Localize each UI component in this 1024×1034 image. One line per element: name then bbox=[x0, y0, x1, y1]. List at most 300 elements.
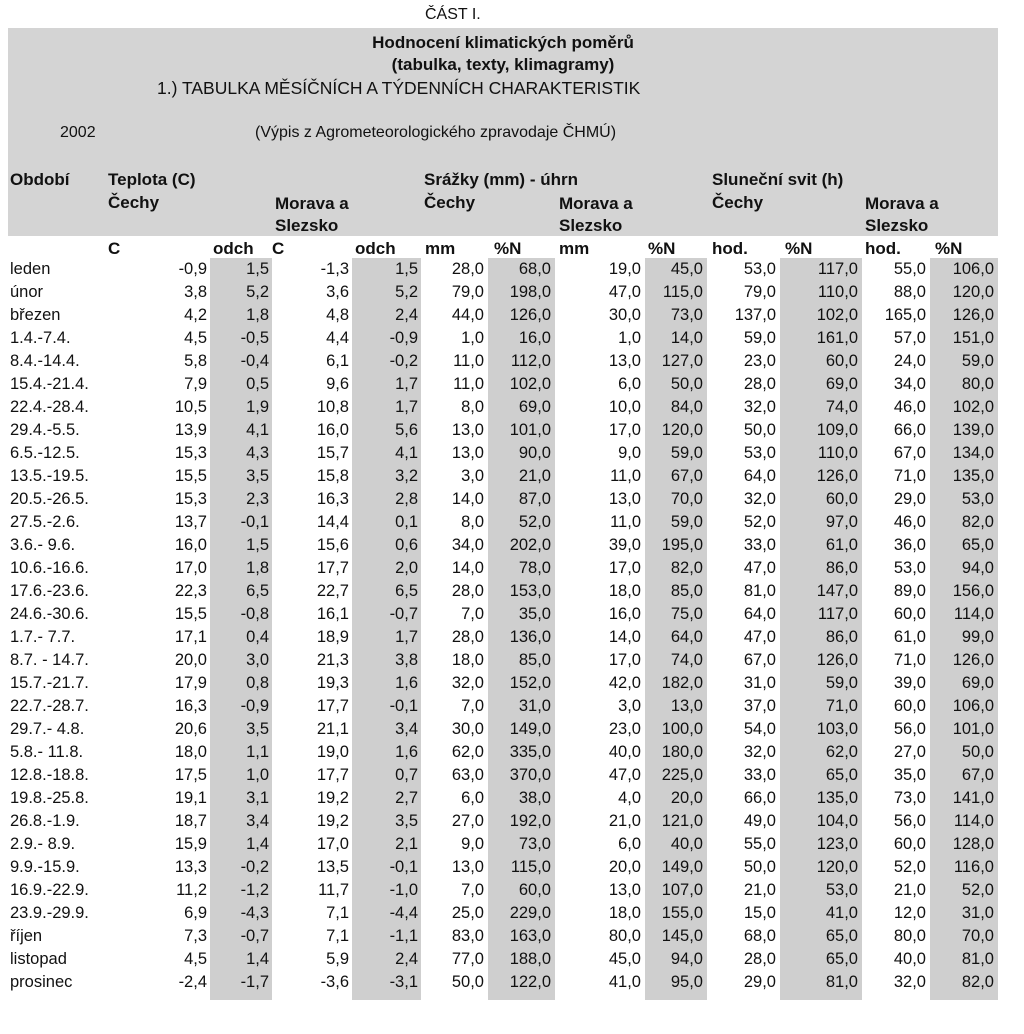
value-cell: 15,0 bbox=[743, 904, 776, 922]
value-cell: -0,7 bbox=[389, 605, 418, 623]
unit-hod-1: hod. bbox=[712, 239, 748, 258]
value-cell: 29,0 bbox=[893, 490, 926, 508]
table-row bbox=[8, 258, 997, 281]
value-cell: 18,0 bbox=[174, 743, 207, 761]
table-row bbox=[8, 902, 997, 925]
value-cell: 151,0 bbox=[952, 329, 994, 347]
value-cell: 126,0 bbox=[816, 651, 858, 669]
value-cell: 21,0 bbox=[608, 812, 641, 830]
value-cell: 1,6 bbox=[395, 674, 418, 692]
value-cell: 229,0 bbox=[509, 904, 551, 922]
value-cell: 2,1 bbox=[395, 835, 418, 853]
value-cell: 117,0 bbox=[817, 605, 858, 623]
value-cell: 16,1 bbox=[316, 605, 349, 623]
value-cell: 74,0 bbox=[825, 398, 858, 416]
col-sun: Sluneční svit (h) bbox=[712, 170, 844, 189]
value-cell: 32,0 bbox=[451, 674, 484, 692]
value-cell: -1,1 bbox=[389, 927, 418, 945]
value-cell: 0,5 bbox=[246, 375, 269, 393]
value-cell: 53,0 bbox=[961, 490, 994, 508]
value-cell: -0,9 bbox=[178, 260, 207, 278]
value-cell: 82,0 bbox=[961, 973, 994, 991]
value-cell: -1,3 bbox=[320, 260, 349, 278]
period-cell: 1.4.-7.4. bbox=[10, 329, 71, 347]
value-cell: 8,0 bbox=[461, 398, 484, 416]
value-cell: 69,0 bbox=[518, 398, 551, 416]
table-row bbox=[8, 327, 997, 350]
value-cell: 4,1 bbox=[246, 421, 269, 439]
value-cell: 39,0 bbox=[608, 536, 641, 554]
value-cell: 62,0 bbox=[825, 743, 858, 761]
value-cell: 66,0 bbox=[743, 789, 776, 807]
value-cell: 2,8 bbox=[395, 490, 418, 508]
value-cell: 59,0 bbox=[825, 674, 858, 692]
value-cell: 21,1 bbox=[316, 720, 349, 738]
value-cell: 135,0 bbox=[952, 467, 994, 485]
col-period: Období bbox=[10, 170, 70, 189]
value-cell: 13,0 bbox=[451, 421, 484, 439]
value-cell: 60,0 bbox=[518, 881, 551, 899]
value-cell: 34,0 bbox=[893, 375, 926, 393]
value-cell: 17,5 bbox=[174, 766, 207, 784]
value-cell: 75,0 bbox=[670, 605, 703, 623]
value-cell: 13,3 bbox=[174, 858, 207, 876]
value-cell: 5,8 bbox=[184, 352, 207, 370]
value-cell: 18,9 bbox=[316, 628, 349, 646]
value-cell: 106,0 bbox=[952, 697, 994, 715]
value-cell: 50,0 bbox=[743, 421, 776, 439]
period-cell: 19.8.-25.8. bbox=[10, 789, 89, 807]
value-cell: 145,0 bbox=[661, 927, 703, 945]
value-cell: 17,7 bbox=[316, 559, 349, 577]
value-cell: 1,8 bbox=[246, 306, 269, 324]
value-cell: 94,0 bbox=[961, 559, 994, 577]
value-cell: 1,0 bbox=[246, 766, 269, 784]
value-cell: 1,7 bbox=[395, 375, 418, 393]
period-cell: 23.9.-29.9. bbox=[10, 904, 89, 922]
value-cell: 16,3 bbox=[174, 697, 207, 715]
table-row bbox=[8, 787, 997, 810]
value-cell: 99,0 bbox=[961, 628, 994, 646]
value-cell: 6,0 bbox=[461, 789, 484, 807]
value-cell: 195,0 bbox=[661, 536, 703, 554]
value-cell: 80,0 bbox=[608, 927, 641, 945]
value-cell: 41,0 bbox=[608, 973, 641, 991]
value-cell: 60,0 bbox=[893, 835, 926, 853]
value-cell: 7,0 bbox=[461, 697, 484, 715]
value-cell: 1,0 bbox=[461, 329, 484, 347]
period-cell: říjen bbox=[10, 927, 43, 945]
value-cell: 64,0 bbox=[743, 605, 776, 623]
value-cell: 77,0 bbox=[451, 950, 484, 968]
value-cell: 81,0 bbox=[825, 973, 858, 991]
value-cell: 2,4 bbox=[395, 950, 418, 968]
value-cell: 71,0 bbox=[893, 651, 926, 669]
value-cell: 47,0 bbox=[608, 766, 641, 784]
value-cell: 9,6 bbox=[326, 375, 349, 393]
value-cell: 73,0 bbox=[518, 835, 551, 853]
value-cell: 3,5 bbox=[246, 720, 269, 738]
value-cell: 28,0 bbox=[451, 628, 484, 646]
value-cell: 81,0 bbox=[961, 950, 994, 968]
value-cell: 103,0 bbox=[816, 720, 858, 738]
value-cell: 2,4 bbox=[395, 306, 418, 324]
value-cell: 13,0 bbox=[451, 444, 484, 462]
value-cell: 53,0 bbox=[893, 559, 926, 577]
value-cell: 120,0 bbox=[816, 858, 858, 876]
value-cell: 1,5 bbox=[246, 536, 269, 554]
value-cell: -0,2 bbox=[240, 858, 269, 876]
value-cell: -0,1 bbox=[389, 858, 418, 876]
table-row bbox=[8, 580, 997, 603]
value-cell: 0,8 bbox=[246, 674, 269, 692]
value-cell: 27,0 bbox=[893, 743, 926, 761]
table-row bbox=[8, 672, 997, 695]
value-cell: 147,0 bbox=[816, 582, 858, 600]
value-cell: 50,0 bbox=[743, 858, 776, 876]
period-cell: 17.6.-23.6. bbox=[10, 582, 89, 600]
value-cell: 79,0 bbox=[743, 283, 776, 301]
col-precip-morava: Morava a bbox=[559, 194, 633, 213]
col-sun-morava: Morava a bbox=[865, 194, 939, 213]
value-cell: 21,3 bbox=[316, 651, 349, 669]
value-cell: 109,0 bbox=[816, 421, 858, 439]
period-cell: březen bbox=[10, 306, 61, 324]
value-cell: 139,0 bbox=[952, 421, 994, 439]
value-cell: 16,0 bbox=[608, 605, 641, 623]
period-cell: 15.4.-21.4. bbox=[10, 375, 89, 393]
value-cell: 35,0 bbox=[518, 605, 551, 623]
value-cell: 17,7 bbox=[316, 766, 349, 784]
value-cell: 107,0 bbox=[661, 881, 703, 899]
value-cell: 32,0 bbox=[743, 743, 776, 761]
value-cell: 16,3 bbox=[316, 490, 349, 508]
value-cell: 31,0 bbox=[961, 904, 994, 922]
value-cell: 15,6 bbox=[316, 536, 349, 554]
value-cell: 0,7 bbox=[395, 766, 418, 784]
value-cell: 10,8 bbox=[316, 398, 349, 416]
value-cell: 3,2 bbox=[395, 467, 418, 485]
value-cell: 28,0 bbox=[451, 582, 484, 600]
unit-odch-1: odch bbox=[213, 239, 254, 258]
value-cell: 61,0 bbox=[893, 628, 926, 646]
value-cell: 13,0 bbox=[608, 881, 641, 899]
value-cell: 4,5 bbox=[184, 329, 207, 347]
value-cell: 101,0 bbox=[509, 421, 551, 439]
value-cell: 149,0 bbox=[661, 858, 703, 876]
value-cell: 102,0 bbox=[816, 306, 858, 324]
unit-c-1: C bbox=[108, 239, 121, 258]
value-cell: 70,0 bbox=[961, 927, 994, 945]
value-cell: 0,4 bbox=[246, 628, 269, 646]
value-cell: 17,0 bbox=[608, 559, 641, 577]
value-cell: 40,0 bbox=[608, 743, 641, 761]
value-cell: 54,0 bbox=[743, 720, 776, 738]
value-cell: 9,0 bbox=[618, 444, 641, 462]
table-row bbox=[8, 419, 997, 442]
value-cell: 86,0 bbox=[825, 559, 858, 577]
value-cell: 17,0 bbox=[174, 559, 207, 577]
value-cell: 90,0 bbox=[518, 444, 551, 462]
value-cell: -0,9 bbox=[240, 697, 269, 715]
period-cell: 8.4.-14.4. bbox=[10, 352, 80, 370]
value-cell: 6,0 bbox=[618, 835, 641, 853]
value-cell: 95,0 bbox=[670, 973, 703, 991]
value-cell: 153,0 bbox=[509, 582, 551, 600]
value-cell: 1,1 bbox=[246, 743, 269, 761]
value-cell: 11,0 bbox=[453, 375, 484, 393]
table-row bbox=[8, 741, 997, 764]
col-precip-cechy: Čechy bbox=[424, 193, 476, 212]
value-cell: 55,0 bbox=[743, 835, 776, 853]
value-cell: 85,0 bbox=[670, 582, 703, 600]
unit-pn-1: %N bbox=[494, 239, 522, 258]
value-cell: 52,0 bbox=[961, 881, 994, 899]
table-row bbox=[8, 833, 997, 856]
value-cell: 82,0 bbox=[670, 559, 703, 577]
unit-c-2: C bbox=[272, 239, 285, 258]
period-cell: 27.5.-2.6. bbox=[10, 513, 80, 531]
value-cell: 47,0 bbox=[743, 628, 776, 646]
value-cell: 122,0 bbox=[509, 973, 551, 991]
unit-hod-2: hod. bbox=[865, 239, 901, 258]
table-row bbox=[8, 810, 997, 833]
value-cell: 104,0 bbox=[816, 812, 858, 830]
value-cell: 6,1 bbox=[326, 352, 349, 370]
value-cell: 110,0 bbox=[817, 283, 858, 301]
value-cell: -0,2 bbox=[389, 352, 418, 370]
value-cell: 128,0 bbox=[952, 835, 994, 853]
value-cell: 102,0 bbox=[952, 398, 994, 416]
value-cell: 65,0 bbox=[825, 766, 858, 784]
value-cell: 15,7 bbox=[316, 444, 349, 462]
value-cell: 1,8 bbox=[246, 559, 269, 577]
value-cell: 141,0 bbox=[952, 789, 994, 807]
value-cell: 55,0 bbox=[893, 260, 926, 278]
value-cell: 101,0 bbox=[952, 720, 994, 738]
value-cell: 3,8 bbox=[184, 283, 207, 301]
value-cell: 97,0 bbox=[825, 513, 858, 531]
value-cell: 66,0 bbox=[893, 421, 926, 439]
value-cell: 32,0 bbox=[743, 490, 776, 508]
unit-pn-3: %N bbox=[785, 239, 813, 258]
value-cell: 5,2 bbox=[395, 283, 418, 301]
value-cell: -3,6 bbox=[320, 973, 349, 991]
value-cell: 28,0 bbox=[743, 375, 776, 393]
value-cell: 83,0 bbox=[451, 927, 484, 945]
value-cell: 114,0 bbox=[953, 812, 994, 830]
value-cell: 198,0 bbox=[509, 283, 551, 301]
value-cell: 25,0 bbox=[451, 904, 484, 922]
value-cell: 7,0 bbox=[461, 881, 484, 899]
period-cell: 2.9.- 8.9. bbox=[10, 835, 76, 853]
value-cell: 53,0 bbox=[825, 881, 858, 899]
value-cell: 65,0 bbox=[825, 950, 858, 968]
value-cell: 28,0 bbox=[451, 260, 484, 278]
value-cell: 67,0 bbox=[670, 467, 703, 485]
value-cell: 10,5 bbox=[174, 398, 207, 416]
value-cell: 100,0 bbox=[661, 720, 703, 738]
value-cell: 182,0 bbox=[661, 674, 703, 692]
value-cell: 73,0 bbox=[893, 789, 926, 807]
value-cell: 6,0 bbox=[618, 375, 641, 393]
value-cell: 7,9 bbox=[184, 375, 207, 393]
value-cell: 117,0 bbox=[817, 260, 858, 278]
value-cell: 40,0 bbox=[893, 950, 926, 968]
value-cell: 57,0 bbox=[893, 329, 926, 347]
value-cell: 13,0 bbox=[608, 352, 641, 370]
value-cell: 1,7 bbox=[395, 398, 418, 416]
value-cell: 1,5 bbox=[246, 260, 269, 278]
value-cell: 1,5 bbox=[395, 260, 418, 278]
period-cell: 6.5.-12.5. bbox=[10, 444, 80, 462]
value-cell: 63,0 bbox=[451, 766, 484, 784]
value-cell: 1,4 bbox=[246, 950, 269, 968]
value-cell: 17,0 bbox=[608, 651, 641, 669]
value-cell: 3,6 bbox=[326, 283, 349, 301]
value-cell: -0,7 bbox=[240, 927, 269, 945]
value-cell: 6,9 bbox=[184, 904, 207, 922]
value-cell: 165,0 bbox=[884, 306, 926, 324]
table-row bbox=[8, 764, 997, 787]
value-cell: 49,0 bbox=[743, 812, 776, 830]
value-cell: 2,3 bbox=[246, 490, 269, 508]
value-cell: 3,0 bbox=[618, 697, 641, 715]
table-row bbox=[8, 879, 997, 902]
value-cell: 180,0 bbox=[661, 743, 703, 761]
value-cell: 31,0 bbox=[518, 697, 551, 715]
value-cell: 18,7 bbox=[174, 812, 207, 830]
col-sun-slezsko: Slezsko bbox=[865, 216, 929, 235]
value-cell: 35,0 bbox=[893, 766, 926, 784]
table-row bbox=[8, 511, 997, 534]
value-cell: 24,0 bbox=[893, 352, 926, 370]
value-cell: 30,0 bbox=[451, 720, 484, 738]
value-cell: 18,0 bbox=[451, 651, 484, 669]
value-cell: 74,0 bbox=[670, 651, 703, 669]
value-cell: 7,0 bbox=[461, 605, 484, 623]
value-cell: 20,0 bbox=[670, 789, 703, 807]
value-cell: 149,0 bbox=[509, 720, 551, 738]
value-cell: 4,1 bbox=[395, 444, 418, 462]
table-row bbox=[8, 971, 997, 994]
value-cell: 89,0 bbox=[893, 582, 926, 600]
value-cell: 15,3 bbox=[174, 444, 207, 462]
value-cell: 188,0 bbox=[509, 950, 551, 968]
value-cell: 15,3 bbox=[174, 490, 207, 508]
value-cell: 202,0 bbox=[509, 536, 551, 554]
value-cell: 15,5 bbox=[174, 467, 207, 485]
value-cell: -3,1 bbox=[389, 973, 418, 991]
period-cell: 29.4.-5.5. bbox=[10, 421, 80, 439]
value-cell: 4,3 bbox=[246, 444, 269, 462]
value-cell: 82,0 bbox=[961, 513, 994, 531]
table-row bbox=[8, 925, 997, 948]
value-cell: 64,0 bbox=[743, 467, 776, 485]
value-cell: 52,0 bbox=[743, 513, 776, 531]
value-cell: 1,9 bbox=[246, 398, 269, 416]
value-cell: 73,0 bbox=[670, 306, 703, 324]
value-cell: 19,0 bbox=[608, 260, 641, 278]
value-cell: 135,0 bbox=[816, 789, 858, 807]
value-cell: 16,0 bbox=[316, 421, 349, 439]
value-cell: 5,9 bbox=[326, 950, 349, 968]
table-row bbox=[8, 649, 997, 672]
table-row bbox=[8, 603, 997, 626]
value-cell: 79,0 bbox=[451, 283, 484, 301]
value-cell: 15,5 bbox=[174, 605, 207, 623]
unit-mm-1: mm bbox=[425, 239, 456, 258]
value-cell: 22,3 bbox=[174, 582, 207, 600]
col-precip: Srážky (mm) - úhrn bbox=[424, 170, 578, 189]
value-cell: 14,0 bbox=[608, 628, 641, 646]
value-cell: -0,9 bbox=[389, 329, 418, 347]
value-cell: 370,0 bbox=[509, 766, 551, 784]
value-cell: 14,4 bbox=[316, 513, 349, 531]
value-cell: 42,0 bbox=[608, 674, 641, 692]
value-cell: 64,0 bbox=[670, 628, 703, 646]
table-row bbox=[8, 373, 997, 396]
value-cell: 20,0 bbox=[174, 651, 207, 669]
col-precip-slezsko: Slezsko bbox=[559, 216, 623, 235]
value-cell: 27,0 bbox=[451, 812, 484, 830]
value-cell: 22,7 bbox=[316, 582, 349, 600]
value-cell: 68,0 bbox=[743, 927, 776, 945]
unit-pn-4: %N bbox=[935, 239, 963, 258]
value-cell: -2,4 bbox=[178, 973, 207, 991]
value-cell: 60,0 bbox=[893, 697, 926, 715]
value-cell: 19,3 bbox=[316, 674, 349, 692]
year-label: 2002 bbox=[60, 124, 96, 141]
value-cell: 152,0 bbox=[509, 674, 551, 692]
value-cell: 12,0 bbox=[893, 904, 926, 922]
value-cell: -1,7 bbox=[240, 973, 269, 991]
value-cell: 23,0 bbox=[608, 720, 641, 738]
value-cell: 59,0 bbox=[670, 513, 703, 531]
value-cell: 115,0 bbox=[662, 283, 703, 301]
value-cell: 156,0 bbox=[952, 582, 994, 600]
value-cell: 3,0 bbox=[246, 651, 269, 669]
value-cell: 21,0 bbox=[518, 467, 551, 485]
period-cell: 15.7.-21.7. bbox=[10, 674, 89, 692]
value-cell: 6,5 bbox=[246, 582, 269, 600]
value-cell: 16,0 bbox=[518, 329, 551, 347]
value-cell: 5,2 bbox=[246, 283, 269, 301]
table-row bbox=[8, 718, 997, 741]
value-cell: 4,8 bbox=[326, 306, 349, 324]
value-cell: 32,0 bbox=[743, 398, 776, 416]
table-row bbox=[8, 534, 997, 557]
value-cell: 53,0 bbox=[743, 444, 776, 462]
value-cell: 2,7 bbox=[395, 789, 418, 807]
value-cell: 4,4 bbox=[326, 329, 349, 347]
value-cell: -0,8 bbox=[240, 605, 269, 623]
unit-odch-2: odch bbox=[355, 239, 396, 258]
value-cell: 7,3 bbox=[184, 927, 207, 945]
value-cell: 87,0 bbox=[518, 490, 551, 508]
period-cell: 29.7.- 4.8. bbox=[10, 720, 85, 738]
value-cell: 56,0 bbox=[893, 720, 926, 738]
unit-pn-2: %N bbox=[648, 239, 676, 258]
period-cell: 22.7.-28.7. bbox=[10, 697, 89, 715]
unit-mm-2: mm bbox=[559, 239, 590, 258]
value-cell: 163,0 bbox=[509, 927, 551, 945]
value-cell: 5,6 bbox=[395, 421, 418, 439]
value-cell: -0,4 bbox=[240, 352, 269, 370]
value-cell: 69,0 bbox=[961, 674, 994, 692]
value-cell: 34,0 bbox=[451, 536, 484, 554]
value-cell: 88,0 bbox=[893, 283, 926, 301]
